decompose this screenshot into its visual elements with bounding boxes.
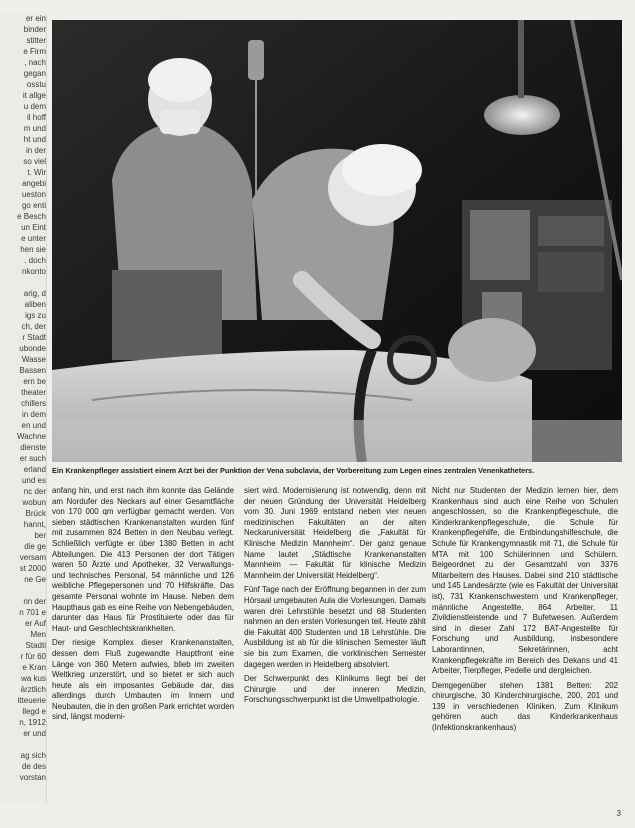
text-column-2 [244, 486, 426, 716]
gutter-text-fragment: m und [23, 124, 46, 133]
gutter-text-fragment: osstu [26, 80, 46, 89]
gutter-text-fragment: in der [25, 146, 46, 155]
gutter-text-fragment: Wachne [16, 432, 46, 441]
text-column-1 [52, 486, 234, 816]
gutter-text-fragment: versam [19, 553, 46, 562]
gutter-text-fragment: angebi [21, 179, 46, 188]
photo-caption: Ein Krankenpfleger assistiert einem Arzt bei der Punktion der Vena subclavia, der Vorbereitung zum Legen eines zentralen Venenkatheters. [52, 466, 535, 475]
gutter-text-fragment: hen sie [20, 245, 46, 254]
gutter-text-fragment: theater [21, 388, 46, 397]
gutter-text-fragment: er Auf [25, 619, 46, 628]
gutter-text-fragment: nkonto [21, 267, 46, 276]
gutter-text-fragment: arig, d [23, 289, 46, 298]
gutter-text-fragment: er such [19, 454, 46, 463]
gutter-text-fragment: ch, der [21, 322, 46, 331]
paragraph: siert wird. Modernisierung ist notwendig, denn mit der neuen Gründung der Universität Heidelberg vom 30. Juni 1969 entstand neben vier neuen medizinischen Fakultäten an der alten Neckaruniversität Heidelberg die „Fakultät für Klinische Medizin Mannheim“. Der ganz genaue Name lautet „Städtische Krankenanstalten Mannheim — Fakultät für klinische Medizin Mannheim der Universität Heidelberg“. [244, 486, 426, 580]
gutter-text-fragment: r Stadt [22, 333, 46, 342]
gutter-text-fragment: ht und [23, 135, 46, 144]
gutter-text-fragment: e Firm [23, 47, 46, 56]
gutter-text-fragment: vorstan [19, 773, 46, 782]
paragraph: Fünf Tage nach der Eröffnung begannen in der zum Hörsaal umgebauten Aula die Vorlesungen. Damals waren drei Lehrstühle besetzt und 68 Studenten nahmen an den ersten Vorlesungen teil. Heute zählt die Fakultät 400 Studenten und 18 Lehrstühle. Die Ausbildung ist ab für die klinischen Semester läuft sie bis zum Examen, die vorklinischen Semester dagegen werden in Heidelberg absolviert. [244, 585, 426, 669]
gutter-text-fragment: un Eint [21, 223, 46, 232]
gutter-text-fragment: it allge [22, 91, 46, 100]
paragraph: anfang hin, und erst nach ihm konnte das Gelände am Nordufer des Neckars auf einer Gesamtfläche von 170 000 qm verfügbar gemacht werden. Von sieben städtischen Krankenanstalten wurden fünf mit zusammen 824 Betten in den Neubau verlegt. Schließlich verfügte er über 1380 Betten in acht Abteilungen. Die 413 Personen der dort Tätigen waren 50 Ärzte und Apotheker, 32 Verwaltungs- und technisches Personal, 54 männliche und 126 weibliche Pflegepersonen und 70 Hilfskräfte. Das gesamte Personal wohnte im Hause. Neben dem Haupthaus gab es eine Reihe von Nebengebäuden, darunter das Haus für Prostituierte oder das für Haut- und Geschlechtskrankheiten. [52, 486, 234, 633]
gutter-text-fragment: chillers [21, 399, 46, 408]
gutter-text-fragment: n, 1912 [19, 718, 46, 727]
gutter-text-fragment: en und [21, 421, 46, 430]
gutter-text-fragment: , nach [24, 58, 46, 67]
gutter-text-fragment: gegan [23, 69, 46, 78]
paragraph: Der riesige Komplex dieser Krankenanstalten, dessen dem Fluß zugewandte Hauptfront eine Länge von 360 Metern aufwies, blieb im zweiten Weltkrieg unzerstört, und so bietet er sich auch heute als ein imposantes Gebäude dar, das allerdings durch Umbauten im Innern und Neubauten, die in den großen Park errichtet worden sind, längst moderni- [52, 638, 234, 722]
gutter-text-fragment: dienste [20, 443, 46, 452]
gutter-text-fragment: wobun [22, 498, 46, 507]
surgery-photo [52, 20, 622, 462]
gutter-text-fragment: st 2000 [19, 564, 46, 573]
gutter-text-fragment: Wasse [21, 355, 46, 364]
gutter-text-fragment: e unter [21, 234, 46, 243]
gutter-text-fragment: de des [21, 762, 46, 771]
gutter-text-fragment: Bassen [19, 366, 46, 375]
gutter-text-fragment: er ein [25, 14, 46, 23]
paragraph: Der Schwerpunkt des Klinikums liegt bei der Chirurgie und der inneren Medizin, Forschungsschwerpunkt ist die Umweltpathologie. [244, 674, 426, 705]
gutter-text-fragment: aliben [24, 300, 46, 309]
gutter-text-fragment: t. Wir [27, 168, 46, 177]
gutter-text-fragment: ubonde [19, 344, 46, 353]
gutter-text-fragment: Brück [25, 509, 46, 518]
gutter-text-fragment: nc der [23, 487, 46, 496]
gutter-text-fragment: er und [23, 729, 46, 738]
gutter-text-fragment: ber [34, 531, 46, 540]
gutter-text-fragment: ne Ge [24, 575, 46, 584]
paragraph: Demgegenüber stehen 1381 Betten: 202 chirurgische, 30 Kinderchirurgische, 200, 201 und 139 in verschiedenen Kliniken. Zum Klinikum gehören auch das Kinderkrankenhaus (Infektionskrankenhaus) [432, 680, 618, 733]
gutter-text-fragment: Stadti [25, 641, 46, 650]
gutter-text-fragment: binder [23, 25, 46, 34]
gutter-text-fragment: erland [23, 465, 46, 474]
page-number: 3 [616, 809, 621, 818]
gutter-text-fragment: nn der [23, 597, 46, 606]
gutter-text-fragment: igs zu [25, 311, 46, 320]
gutter-text-fragment: r für 60 [20, 652, 46, 661]
gutter-text-fragment: stitter [26, 36, 46, 45]
gutter-text-fragment: ärztlich [20, 685, 46, 694]
gutter-text-fragment: llegd e [22, 707, 46, 716]
gutter-text-fragment: in dem [21, 410, 46, 419]
gutter-text-fragment: die ge [24, 542, 46, 551]
paragraph: Nicht nur Studenten der Medizin lernen hier, dem Krankenhaus sind auch eine Reihe von Schulen angeschlossen, so die Krankenpflegeschule, die Kinderkrankenpflegeschule, die Schule für Krankenpflegehilfe, die Entbindungshilfeschule, die Schule für Krankengymnastik mit 71, die Schule für MTA mit 100 Schülerinnen und Schülern. Beigeordnet zu der Gesamtzahl von 3376 Mitarbeitern des Hauses. Dabei sind 210 städtische und 145 Landesärzte (wie es Fakultät der Universität ist), 731 Krankenschwestern und Krankenpfleger, männliche Angestellte, 864 Arbeiter, 11 Zivildienstleistende und 7 Bufetwesen. Außerdem sind in dieser Zahl 172 BAT-Angestellte für Forschung und Ausbildung, insbesondere Laborantinnen, Sekretärinnen, acht Krankenpflegekräfte im Bereich des Dekans und 41 Arbeiter, Tierpfleger, Pedelle und dergleichen. [432, 486, 618, 676]
gutter-text-fragment: e Besch [17, 212, 46, 221]
adjacent-page-edge [0, 14, 47, 804]
gutter-text-fragment: go enti [21, 201, 46, 210]
text-column-3 [432, 486, 618, 816]
gutter-text-fragment: hannt, [23, 520, 46, 529]
gutter-text-fragment: wa kus [21, 674, 46, 683]
gutter-text-fragment: u dem [23, 102, 46, 111]
gutter-text-fragment: e Kran [22, 663, 46, 672]
gutter-text-fragment: so viel [23, 157, 46, 166]
gutter-text-fragment: n 701 e [19, 608, 46, 617]
gutter-text-fragment: . doch [24, 256, 46, 265]
gutter-text-fragment: ag sich [20, 751, 46, 760]
gutter-text-fragment: itteuerie [17, 696, 46, 705]
gutter-text-fragment: und es [21, 476, 46, 485]
gutter-text-fragment: ern be [23, 377, 46, 386]
gutter-text-fragment: ueston [21, 190, 46, 199]
gutter-text-fragment: il hoff [27, 113, 46, 122]
gutter-text-fragment: Men [30, 630, 46, 639]
